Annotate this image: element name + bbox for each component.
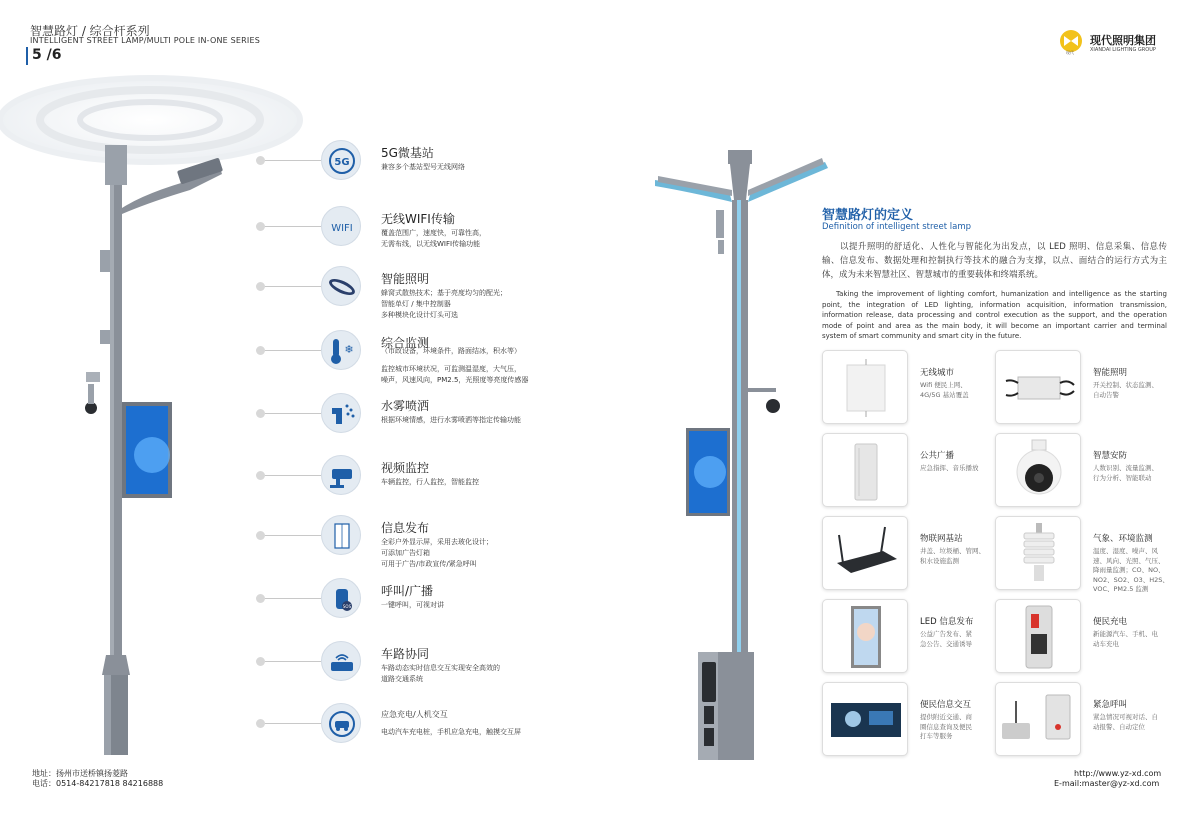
emergency-call-desc: 紧急情况可视对话、自 bbox=[1093, 713, 1158, 721]
feature-dot bbox=[256, 719, 265, 728]
smart-pole-illustration bbox=[60, 140, 240, 770]
public-broadcast-image bbox=[822, 433, 908, 507]
feature-connector bbox=[265, 535, 321, 536]
feature-desc: 道路交通系统 bbox=[381, 675, 423, 683]
smart-lighting-desc: 自动告警 bbox=[1093, 390, 1119, 399]
wireless-city-image bbox=[822, 350, 908, 424]
weather-monitor-desc: 降雨量监测；CO、NO、 bbox=[1093, 566, 1165, 574]
wireless-city-desc: 4G/5G 基站覆盖 bbox=[920, 390, 969, 399]
feature-desc: 智能单灯 / 集中控制器 bbox=[381, 300, 451, 308]
feature-title: 车路协同 bbox=[381, 647, 430, 661]
feature-connector bbox=[265, 723, 321, 724]
info-interaction-desc: 打车等服务 bbox=[920, 732, 953, 740]
feature-desc: 监控城市环境状况，可监测温湿度，大气压， bbox=[381, 365, 521, 373]
feature-dot bbox=[256, 222, 265, 231]
feature-title: 5G微基站 bbox=[381, 146, 434, 160]
info-interaction-image bbox=[822, 682, 908, 756]
feature-desc: 兼容多个基站型号无线网络 bbox=[381, 163, 465, 171]
feature-connector bbox=[265, 350, 321, 351]
feature-desc: 车辆监控，行人监控，智能监控 bbox=[381, 478, 479, 486]
info-interaction-title: 便民信息交互 bbox=[920, 700, 972, 710]
smart-security-image bbox=[995, 433, 1081, 507]
feature-title: 呼叫/广播 bbox=[381, 584, 434, 598]
smart-pole-illustration-right bbox=[650, 140, 840, 770]
smart-security-desc: 行为分析、智能联动 bbox=[1093, 473, 1152, 482]
svg-text:现代: 现代 bbox=[1066, 50, 1074, 55]
weather-monitor-image bbox=[995, 516, 1081, 590]
public-broadcast-title: 公共广播 bbox=[920, 451, 955, 461]
feature-dot bbox=[256, 346, 265, 355]
feature-connector bbox=[265, 598, 321, 599]
series-title-cn: 智慧路灯 / 综合杆系列 bbox=[30, 24, 150, 38]
screen-icon bbox=[321, 515, 361, 555]
weather-monitor-desc: 温度、湿度、噪声、风 bbox=[1093, 547, 1158, 555]
weather-monitor-desc: NO2、SO2、O3、H2S、 bbox=[1093, 575, 1169, 584]
brand-subtitle: XIANDAI LIGHTING GROUP bbox=[1090, 47, 1156, 53]
charging-icon bbox=[321, 703, 361, 743]
feature-desc: 应急充电/人机交互 bbox=[381, 710, 448, 719]
led-info-image bbox=[822, 599, 908, 673]
feature-title: 智能照明 bbox=[381, 272, 430, 286]
definition-body-cn: 以提升照明的舒适化、人性化与智能化为出发点，以 LED 照明、信息采集、信息传输、信息发布、数据处理和控制执行等技术的融合为支撑，以点、面结合的运行方式为主体，成为未来智慧社区、智慧城市的重要载体和终端系统。 bbox=[822, 242, 1167, 280]
led-info-title: LED 信息发布 bbox=[920, 617, 974, 627]
feature-desc: 电动汽车充电桩，手机应急充电，触摸交互屏 bbox=[381, 728, 521, 736]
ev-charging-desc: 动车充电 bbox=[1093, 639, 1119, 648]
feature-connector bbox=[265, 413, 321, 414]
feature-desc: 可用于广告/市政宣传/紧急呼叫 bbox=[381, 560, 477, 568]
page-number: 5 /6 bbox=[32, 47, 62, 63]
call-icon bbox=[321, 578, 361, 618]
ev-charging-image bbox=[995, 599, 1081, 673]
smart-lighting-image bbox=[995, 350, 1081, 424]
definition-subtitle: Definition of intelligent street lamp bbox=[822, 222, 972, 232]
brand-name: 现代照明集团 bbox=[1090, 34, 1156, 47]
iot-base-station-desc: 井盖、垃圾桶、管网、 bbox=[920, 547, 985, 555]
feature-dot bbox=[256, 657, 265, 666]
feature-dot bbox=[256, 282, 265, 291]
feature-desc: 根据环境情感，进行水雾喷洒等指定传输功能 bbox=[381, 416, 521, 424]
page-marker bbox=[26, 47, 28, 65]
feature-desc: 多种模块化设计灯头可选 bbox=[381, 311, 458, 319]
info-interaction-desc: 提供附近交通、商 bbox=[920, 713, 972, 721]
footer-address: 地址：扬州市送桥镇扬菱路 bbox=[32, 769, 128, 778]
feature-connector bbox=[265, 160, 321, 161]
feature-title: 视频监控 bbox=[381, 461, 430, 475]
info-interaction-desc: 圈信息查询及便民 bbox=[920, 722, 972, 731]
definition-title: 智慧路灯的定义 bbox=[822, 208, 914, 223]
feature-desc: 可添加广告灯箱 bbox=[381, 549, 430, 557]
svg-text:5G: 5G bbox=[334, 157, 350, 168]
smart-lighting-desc: 开关控制、状态监测、 bbox=[1093, 381, 1158, 389]
footer-email[interactable]: E-mail:master@yz-xd.com bbox=[1054, 779, 1160, 788]
ev-charging-desc: 新能源汽车、手机、电 bbox=[1093, 630, 1158, 638]
spray-icon bbox=[321, 393, 361, 433]
feature-desc: 车路动态实时信息交互实现安全高效的 bbox=[381, 664, 500, 672]
footer-phone: 电话：0514-84217818 84216888 bbox=[32, 779, 164, 788]
feature-dot bbox=[256, 409, 265, 418]
feature-desc: 全彩户外显示屏，采用去玻化设计； bbox=[381, 538, 493, 546]
feature-subtitle: （市政设备，环境条件，路面结冰，积水等） bbox=[381, 347, 521, 355]
feature-title: 水雾喷洒 bbox=[381, 399, 430, 413]
smart-security-title: 智慧安防 bbox=[1093, 451, 1128, 461]
weather-monitor-desc: VOC、PM2.5 监测 bbox=[1093, 585, 1149, 593]
iot-base-station-title: 物联网基站 bbox=[920, 534, 963, 544]
feature-title: 综合监测 bbox=[381, 336, 430, 350]
5g-icon bbox=[321, 140, 361, 180]
emergency-call-desc: 动报警、自动定位 bbox=[1093, 722, 1145, 731]
weather-monitor-title: 气象、环境监测 bbox=[1093, 534, 1153, 544]
lamp-icon bbox=[321, 266, 361, 306]
feature-dot bbox=[256, 594, 265, 603]
thermometer-icon bbox=[321, 330, 361, 370]
led-info-desc: 急公告、交通诱导 bbox=[920, 639, 972, 648]
feature-desc: 蜂窝式散热技术；基于亮度均匀的配光； bbox=[381, 289, 507, 297]
smart-lighting-title: 智能照明 bbox=[1093, 368, 1128, 378]
svg-text:WIFI: WIFI bbox=[331, 223, 353, 234]
series-title-en: INTELLIGENT STREET LAMP/MULTI POLE IN-ONE SERIES bbox=[30, 36, 261, 45]
smart-security-desc: 人数识别、流量监测、 bbox=[1093, 464, 1158, 472]
feature-connector bbox=[265, 286, 321, 287]
brand-logo-icon bbox=[1058, 28, 1088, 56]
feature-title: 无线WIFI传输 bbox=[381, 212, 455, 226]
feature-desc: 噪声，风速风向，PM2.5，光照度等亮度传感器 bbox=[381, 376, 529, 384]
footer-website[interactable]: http://www.yz-xd.com bbox=[1074, 769, 1162, 778]
feature-dot bbox=[256, 471, 265, 480]
feature-connector bbox=[265, 475, 321, 476]
feature-connector bbox=[265, 226, 321, 227]
svg-text:❄: ❄ bbox=[344, 343, 354, 356]
router-icon bbox=[321, 641, 361, 681]
camera-icon bbox=[321, 455, 361, 495]
weather-monitor-desc: 速、风向、光照、气压、 bbox=[1093, 556, 1165, 565]
definition-body-en: Taking the improvement of lighting comfort, humanization and intelligence as the starting point, the integration of LED lighting, information acquisition, information transmission, information release, data processing and control execution as the support, and the operation mode of point and area as the main body, it will become an important carrier and terminal system of smart community and smart city in the future. bbox=[822, 290, 1167, 340]
feature-dot bbox=[256, 531, 265, 540]
feature-title: 信息发布 bbox=[381, 521, 430, 535]
led-info-desc: 公益广告发布、紧 bbox=[920, 630, 972, 638]
public-broadcast-desc: 应急指挥、音乐播放 bbox=[920, 464, 979, 472]
feature-desc: 一键呼叫，可视对讲 bbox=[381, 601, 444, 609]
feature-connector bbox=[265, 661, 321, 662]
wireless-city-title: 无线城市 bbox=[920, 368, 955, 378]
feature-desc: 无需布线，以无线WIFI传输功能 bbox=[381, 240, 481, 248]
iot-base-station-image bbox=[822, 516, 908, 590]
emergency-call-title: 紧急呼叫 bbox=[1093, 700, 1128, 710]
emergency-call-image bbox=[995, 682, 1081, 756]
feature-dot bbox=[256, 156, 265, 165]
iot-base-station-desc: 积水设施监测 bbox=[920, 556, 959, 565]
ev-charging-title: 便民充电 bbox=[1093, 617, 1128, 627]
feature-desc: 覆盖范围广，速度快，可靠性高， bbox=[381, 229, 486, 237]
wireless-city-desc: Wifi 便民上网、 bbox=[920, 381, 967, 389]
svg-text:SOS: SOS bbox=[342, 604, 352, 609]
wifi-icon bbox=[321, 206, 361, 246]
